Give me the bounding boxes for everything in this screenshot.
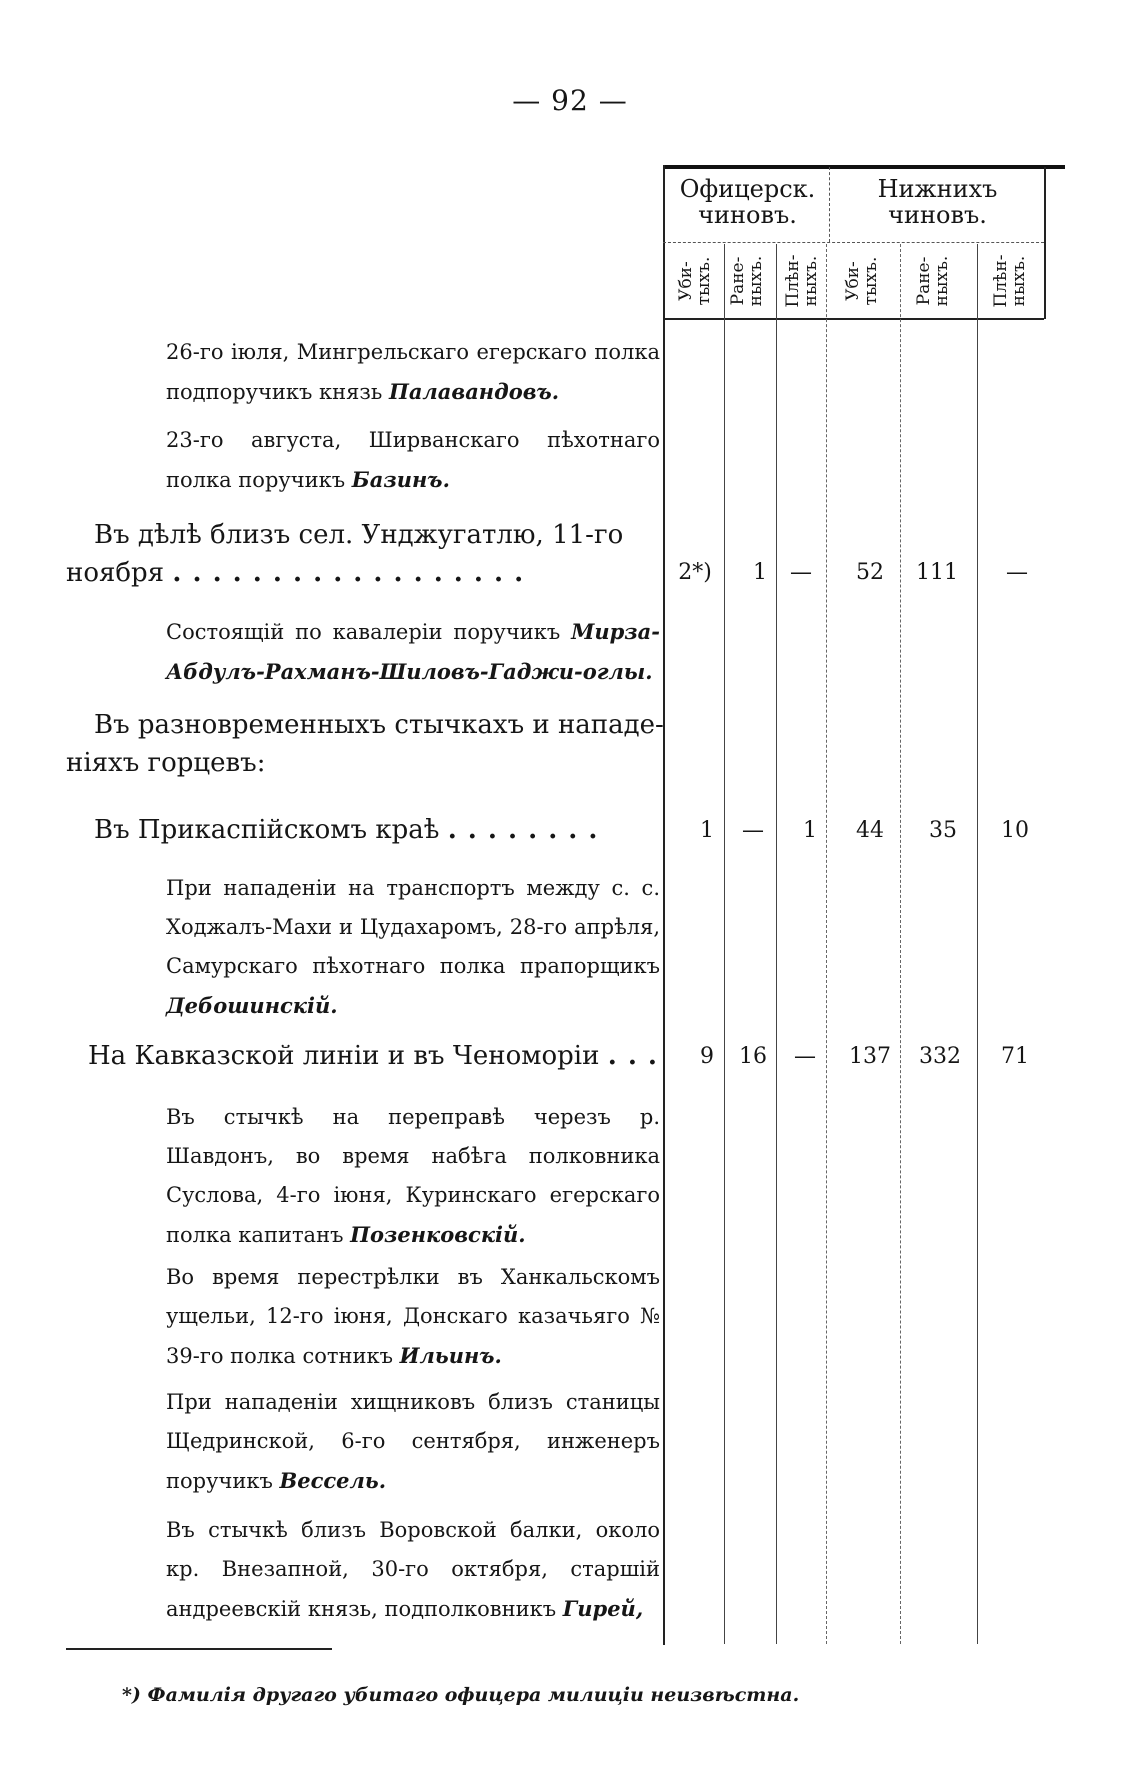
- value-lower-wounded: 111: [916, 560, 958, 585]
- header-bottom-rule: [663, 318, 1044, 320]
- value-officers-wounded: —: [742, 818, 764, 843]
- col-officers-captured: Плѣн- ныхъ.: [783, 254, 821, 308]
- header-group-rule: [663, 242, 1044, 243]
- value-lower-wounded: 332: [919, 1044, 961, 1069]
- value-lower-captured: —: [1006, 560, 1028, 585]
- note-paragraph: Во время перестрѣлки въ Ханкальскомъ ущельи, 12-го іюня, Донскаго казачьяго № 39-го полка сотникъ Ильинъ.: [166, 1265, 660, 1368]
- column-rule: [977, 244, 978, 1644]
- value-officers-killed: 2*): [678, 560, 712, 585]
- footnote-rule: [66, 1648, 332, 1650]
- entry-raids: Въ разновременныхъ стычкахъ и нападе- ніяхъ горцевъ:: [66, 710, 664, 778]
- column-rule: [900, 244, 901, 1644]
- column-rule: [776, 244, 777, 1644]
- value-officers-captured: —: [794, 1044, 816, 1069]
- value-lower-wounded: 35: [929, 818, 957, 843]
- value-officers-wounded: 1: [753, 560, 767, 585]
- note-paragraph: Въ стычкѣ близъ Воровской балки, около кр. Внезапной, 30-го октября, старшій андреевскій князь, подполковникъ Гирей,: [166, 1518, 660, 1621]
- value-officers-captured: 1: [803, 818, 817, 843]
- col-lower-captured: Плѣн- ныхъ.: [991, 254, 1029, 308]
- footnote: *) Фамилія другаго убитаго офицера милиціи неизвѣстна.: [122, 1684, 800, 1706]
- value-lower-killed: 44: [856, 818, 884, 843]
- entry-caspian: Въ Прикаспійскомъ краѣ . . . . . . . .: [94, 815, 599, 845]
- col-officers-wounded: Ране- ныхъ.: [728, 255, 766, 307]
- value-lower-killed: 137: [849, 1044, 891, 1069]
- group-divider-line: [829, 167, 830, 242]
- col-officers-killed: Уби- тыхъ.: [676, 256, 714, 306]
- value-officers-wounded: 16: [739, 1044, 767, 1069]
- note-paragraph: Состоящій по кавалеріи поручикъ Мирза-Абдулъ-Рахманъ-Шиловъ-Гаджи-оглы.: [166, 619, 660, 684]
- col-lower-killed: Уби- тыхъ.: [843, 256, 881, 306]
- note-paragraph: Въ стычкѣ на переправѣ черезъ р. Шавдонъ, во время набѣга полковника Суслова, 4-го іюня, Куринскаго егерскаго полка капитанъ Позенковскій.: [166, 1105, 660, 1247]
- note-paragraph: 23-го августа, Ширванскаго пѣхотнаго полка поручикъ Базинъ.: [166, 428, 660, 492]
- table-top-rule: [663, 165, 1065, 169]
- value-lower-killed: 52: [856, 560, 884, 585]
- entry-caucasus-line: На Кавказской линіи и въ Ченоморіи . . .: [88, 1041, 658, 1071]
- col-lower-wounded: Ране- ныхъ.: [914, 255, 952, 307]
- entry-unjugatlu: Въ дѣлѣ близъ сел. Унджугатлю, 11-го ноября . . . . . . . . . . . . . . . . . .: [66, 520, 624, 588]
- value-officers-killed: 1: [700, 818, 714, 843]
- header-group-officers: Офицерск. чиновъ.: [679, 175, 816, 229]
- table-right-border: [1044, 167, 1046, 319]
- column-rule: [724, 244, 725, 1644]
- note-paragraph: 26-го іюля, Мингрельскаго егерскаго полка подпоручикъ князь Палавандовъ.: [166, 340, 660, 404]
- note-paragraph: При нападеніи хищниковъ близъ станицы Щедринской, 6-го сентября, инженеръ поручикъ Вессель.: [166, 1390, 660, 1493]
- value-officers-captured: —: [790, 560, 812, 585]
- table-left-border: [663, 165, 665, 1645]
- value-lower-captured: 10: [1001, 818, 1029, 843]
- column-rule: [826, 244, 827, 1644]
- page-number: — 92 —: [512, 84, 628, 117]
- value-lower-captured: 71: [1001, 1044, 1029, 1069]
- note-paragraph: При нападеніи на транспортъ между с. с. Ходжалъ-Махи и Цудахаромъ, 28-го апрѣля, Самурскаго пѣхотнаго полка прапорщикъ Дебошинскій.: [166, 876, 660, 1018]
- header-group-lower-ranks: Нижнихъ чиновъ.: [877, 175, 998, 229]
- value-officers-killed: 9: [700, 1044, 714, 1069]
